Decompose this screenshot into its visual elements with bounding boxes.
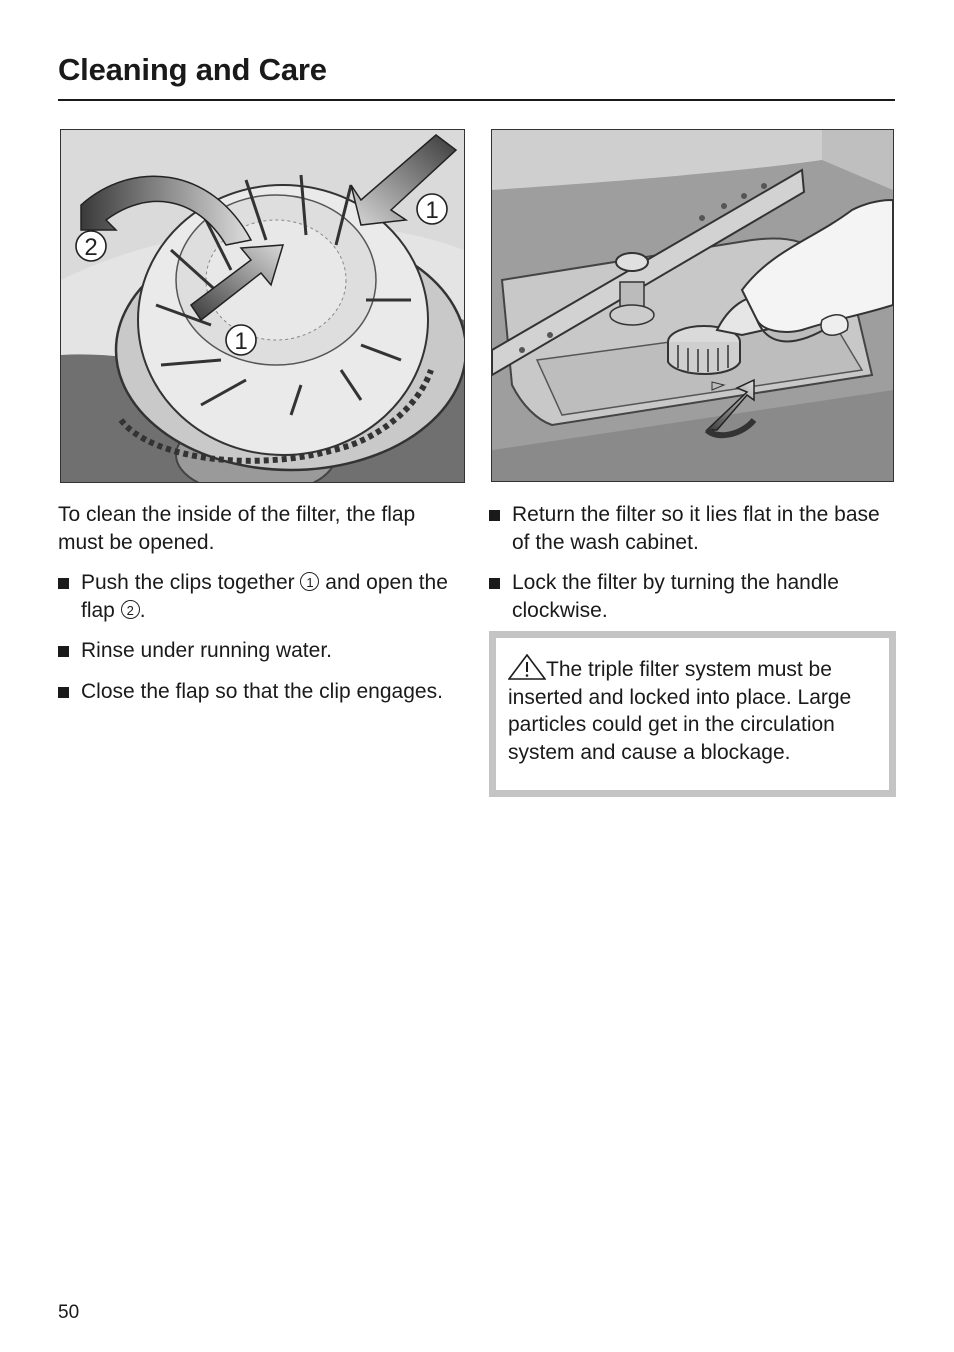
left-column bbox=[58, 501, 458, 718]
warning-text: The triple filter system must be inserted and locked into place. Large particles could get in the circulation system and cause a blockage. bbox=[508, 658, 852, 764]
title-divider bbox=[58, 99, 895, 101]
filter-locking-illustration bbox=[491, 129, 894, 482]
warning-box bbox=[489, 631, 896, 797]
bullet-square-icon bbox=[58, 687, 69, 698]
callout-1-center: 1 bbox=[234, 328, 248, 355]
bullet-square-icon bbox=[489, 510, 500, 521]
right-column bbox=[489, 501, 899, 637]
callout-1-top: 1 bbox=[425, 197, 439, 224]
bullet-push-clips: Push the clips together 1 and open the flap 2 . bbox=[58, 569, 458, 624]
page-number: 50 bbox=[58, 1302, 80, 1323]
filter-opening-illustration bbox=[60, 129, 465, 483]
bullet-square-icon bbox=[58, 646, 69, 657]
warning-triangle-icon bbox=[508, 654, 546, 680]
bullet-close-flap: Close the flap so that the clip engages. bbox=[58, 678, 458, 706]
bullet-lock-filter: Lock the filter by turning the handle clockwise. bbox=[489, 569, 899, 624]
bullet-square-icon bbox=[58, 578, 69, 589]
bullet-square-icon bbox=[489, 578, 500, 589]
callout-2: 2 bbox=[84, 234, 98, 261]
intro-paragraph: To clean the inside of the filter, the flap must be opened. bbox=[58, 503, 416, 554]
bullet-return-filter: Return the filter so it lies flat in the base of the wash cabinet. bbox=[489, 501, 899, 556]
circled-number-2: 2 bbox=[121, 600, 140, 619]
circled-number-1: 1 bbox=[300, 572, 319, 591]
page-title: Cleaning and Care bbox=[58, 52, 327, 87]
bullet-rinse: Rinse under running water. bbox=[58, 637, 458, 665]
